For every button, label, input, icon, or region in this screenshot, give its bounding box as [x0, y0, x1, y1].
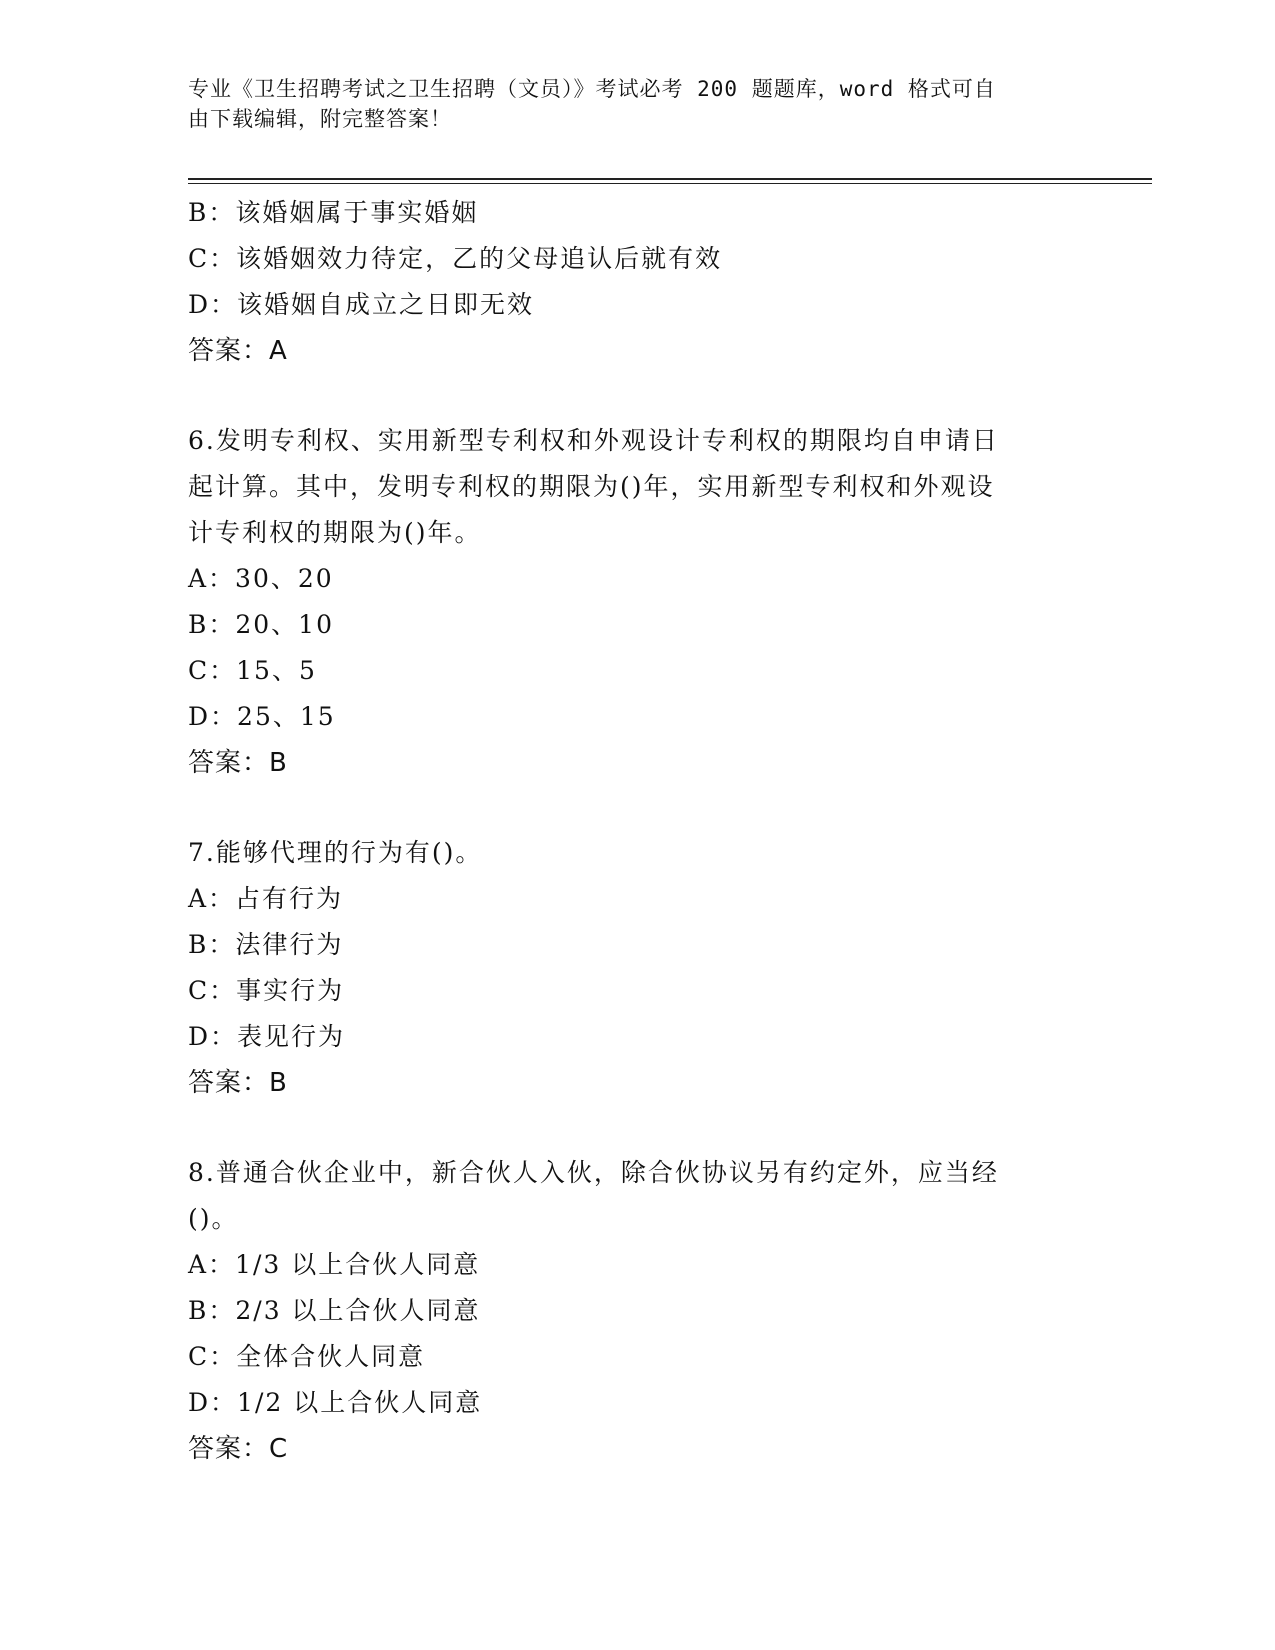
option-d: D：1/2 以上合伙人同意	[188, 1388, 483, 1417]
question-text-line: 6.发明专利权、实用新型专利权和外观设计专利权的期限均自申请日	[188, 426, 999, 455]
option-b: B：法律行为	[188, 930, 344, 959]
prev-question-block	[188, 190, 1068, 374]
question-8-block	[188, 1150, 1068, 1472]
question-text-line: 计专利权的期限为()年。	[188, 518, 482, 547]
question-text-line: 7.能够代理的行为有()。	[188, 838, 483, 867]
question-content	[188, 190, 1068, 1472]
option-b: B：该婚姻属于事实婚姻	[188, 198, 479, 227]
answer-line: 答案：A	[188, 336, 288, 366]
option-a: A：30、20	[188, 564, 334, 593]
question-6-block	[188, 418, 1068, 786]
option-c: C：事实行为	[188, 976, 345, 1005]
option-c: C：全体合伙人同意	[188, 1342, 426, 1371]
spacer	[188, 786, 1068, 830]
question-text-line: ()。	[188, 1204, 239, 1233]
answer-line: 答案：B	[188, 748, 288, 778]
option-d: D：25、15	[188, 702, 336, 731]
answer-line: 答案：C	[188, 1434, 289, 1464]
option-a: A：占有行为	[188, 884, 344, 913]
option-a: A：1/3 以上合伙人同意	[188, 1250, 481, 1279]
header-divider	[188, 178, 1152, 184]
question-text-line: 起计算。其中，发明专利权的期限为()年，实用新型专利权和外观设	[188, 472, 995, 501]
option-b: B：2/3 以上合伙人同意	[188, 1296, 481, 1325]
header-line-1: 专业《卫生招聘考试之卫生招聘（文员）》考试必考 200 题题库，word 格式可自	[188, 77, 996, 101]
document-header	[188, 74, 1068, 134]
question-text-line: 8.普通合伙企业中，新合伙人入伙，除合伙协议另有约定外，应当经	[188, 1158, 999, 1187]
header-line-2: 由下载编辑，附完整答案！	[188, 107, 452, 131]
spacer	[188, 1106, 1068, 1150]
option-b: B：20、10	[188, 610, 334, 639]
option-d: D：表见行为	[188, 1022, 346, 1051]
option-c: C：15、5	[188, 656, 317, 685]
option-d: D：该婚姻自成立之日即无效	[188, 290, 535, 319]
option-c: C：该婚姻效力待定，乙的父母追认后就有效	[188, 244, 723, 273]
answer-line: 答案：B	[188, 1068, 288, 1098]
spacer	[188, 374, 1068, 418]
question-7-block	[188, 830, 1068, 1106]
